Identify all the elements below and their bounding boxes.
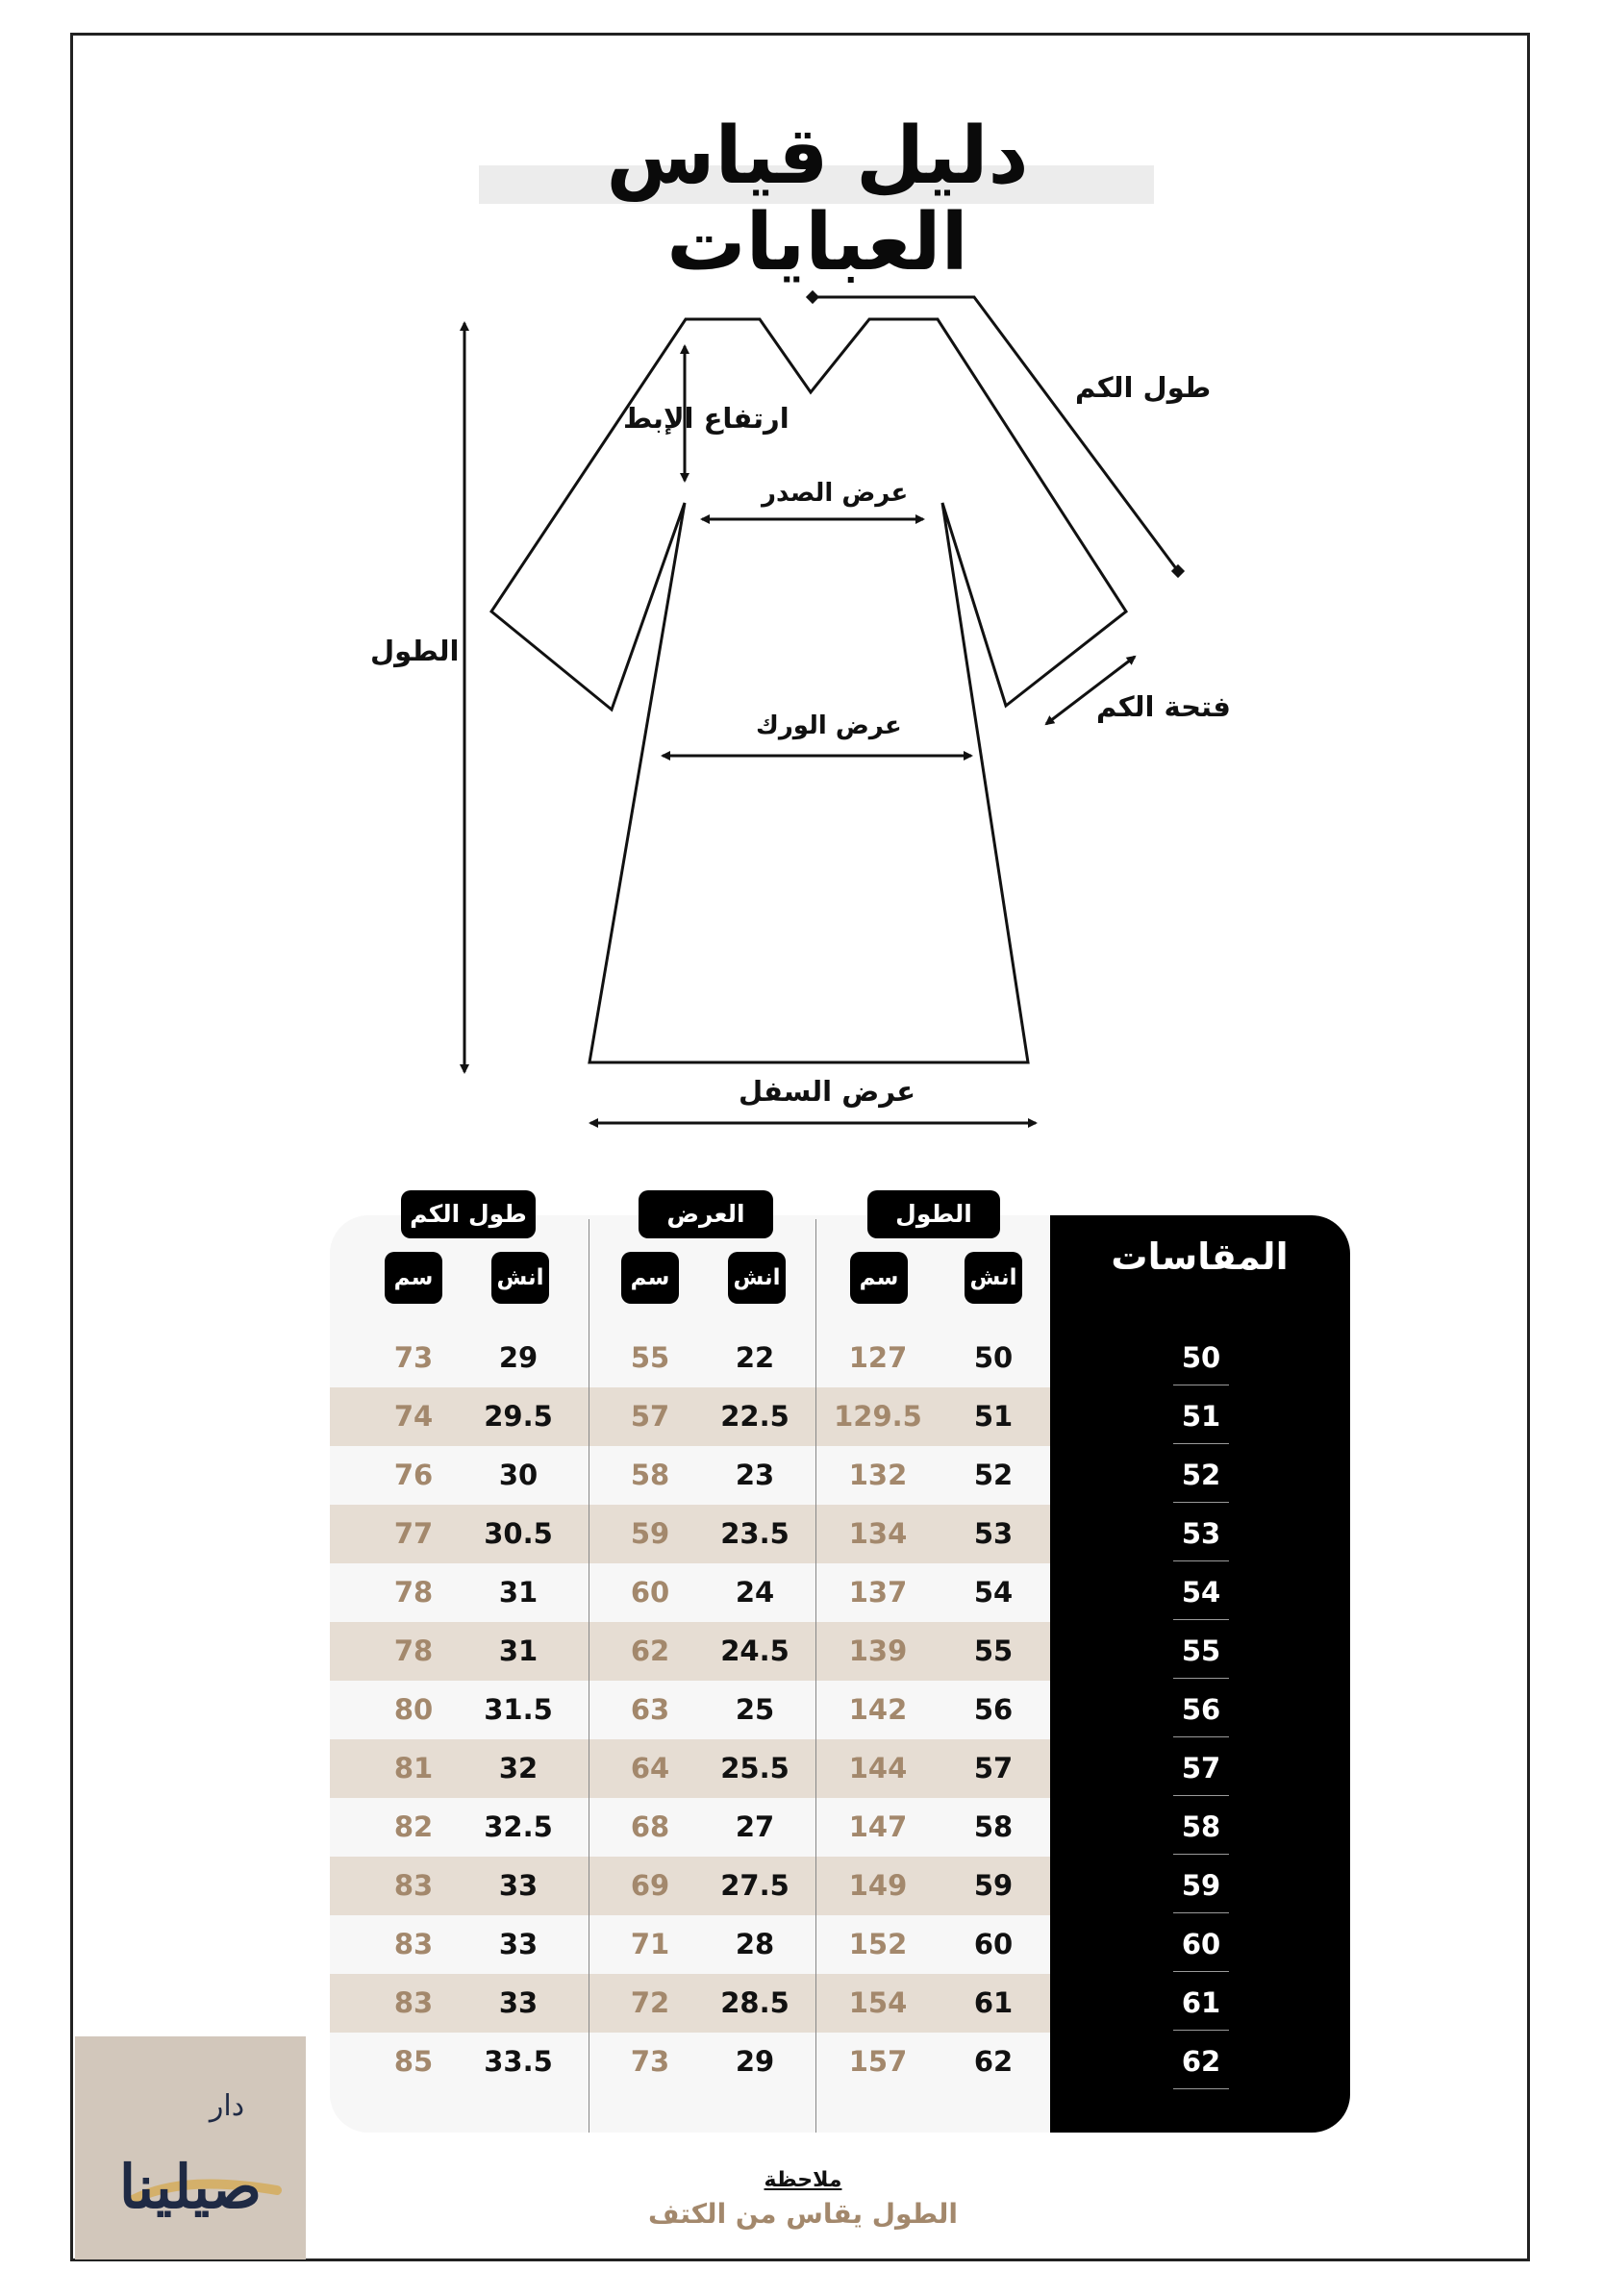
cell-sleeve-cm: 78 (393, 1635, 434, 1667)
logo-text-main: صيلينا (118, 2152, 263, 2222)
page-title: دليل قياس العبايات (606, 111, 1029, 289)
size-underline (1173, 1971, 1229, 1972)
cell-sleeve-in: 30.5 (484, 1517, 553, 1550)
cell-length-cm: 149 (848, 1869, 908, 1902)
cell-sleeve-in: 31 (498, 1576, 539, 1609)
cell-width-cm: 60 (630, 1576, 670, 1609)
size-underline (1173, 2088, 1229, 2089)
label-sleeve-opening: فتحة الكم (1096, 690, 1231, 723)
note-body: الطول يقاس من الكتف (648, 2198, 958, 2230)
cell-length-cm: 132 (848, 1459, 908, 1491)
brand-logo (75, 2036, 306, 2259)
cell-sleeve-cm: 73 (393, 1341, 434, 1374)
size-underline (1173, 1854, 1229, 1855)
logo-text-top: دار (209, 2089, 245, 2123)
sleeve-length-start-dot (806, 290, 819, 304)
size-underline (1173, 1502, 1229, 1503)
size-underline (1173, 1619, 1229, 1620)
cell-sleeve-in: 33 (498, 1928, 539, 1960)
cell-length-cm: 142 (848, 1693, 908, 1726)
cell-sleeve-cm: 80 (393, 1693, 434, 1726)
cell-width-cm: 73 (630, 2045, 670, 2078)
cell-length-cm: 139 (848, 1635, 908, 1667)
size-underline (1173, 1912, 1229, 1913)
cell-size: 59 (1181, 1869, 1221, 1902)
cell-length-cm: 137 (848, 1576, 908, 1609)
cell-sleeve-in: 31.5 (484, 1693, 553, 1726)
cell-sleeve-in: 32 (498, 1752, 539, 1784)
cell-sleeve-cm: 77 (393, 1517, 434, 1550)
size-underline (1173, 1678, 1229, 1679)
unit-cm-sleeve: سم (385, 1252, 442, 1304)
cell-width-in: 28.5 (720, 1986, 789, 2019)
size-underline (1173, 1795, 1229, 1796)
cell-length-in: 62 (973, 2045, 1014, 2078)
cell-sleeve-cm: 83 (393, 1869, 434, 1902)
size-underline (1173, 1443, 1229, 1444)
cell-length-cm: 147 (848, 1810, 908, 1843)
cell-width-cm: 72 (630, 1986, 670, 2019)
cell-width-in: 22 (735, 1341, 775, 1374)
unit-cm-length: سم (850, 1252, 908, 1304)
cell-sleeve-in: 33.5 (484, 2045, 553, 2078)
group-header-length: الطول (867, 1190, 1000, 1238)
cell-size: 50 (1181, 1341, 1221, 1374)
cell-sleeve-in: 33 (498, 1869, 539, 1902)
cell-sleeve-cm: 85 (393, 2045, 434, 2078)
cell-length-cm: 144 (848, 1752, 908, 1784)
cell-width-cm: 69 (630, 1869, 670, 1902)
label-chest-width: عرض الصدر (762, 479, 909, 508)
label-hip-width: عرض الورك (756, 711, 902, 740)
unit-inch-sleeve: انش (491, 1252, 549, 1304)
cell-sleeve-in: 29 (498, 1341, 539, 1374)
cell-width-in: 25.5 (720, 1752, 789, 1784)
label-length: الطول (370, 635, 460, 667)
cell-size: 58 (1181, 1810, 1221, 1843)
cell-size: 61 (1181, 1986, 1221, 2019)
cell-width-in: 24 (735, 1576, 775, 1609)
cell-length-in: 50 (973, 1341, 1014, 1374)
cell-width-in: 22.5 (720, 1400, 789, 1433)
cell-size: 55 (1181, 1635, 1221, 1667)
group-header-width: العرض (639, 1190, 773, 1238)
cell-sleeve-in: 29.5 (484, 1400, 553, 1433)
cell-width-cm: 59 (630, 1517, 670, 1550)
cell-length-in: 54 (973, 1576, 1014, 1609)
unit-inch-width: انش (728, 1252, 786, 1304)
cell-width-cm: 63 (630, 1693, 670, 1726)
cell-width-in: 29 (735, 2045, 775, 2078)
size-underline (1173, 1736, 1229, 1737)
cell-sleeve-cm: 76 (393, 1459, 434, 1491)
cell-length-cm: 129.5 (834, 1400, 922, 1433)
cell-length-in: 51 (973, 1400, 1014, 1433)
cell-sleeve-in: 33 (498, 1986, 539, 2019)
cell-length-in: 60 (973, 1928, 1014, 1960)
cell-length-cm: 157 (848, 2045, 908, 2078)
cell-length-in: 52 (973, 1459, 1014, 1491)
cell-sleeve-cm: 83 (393, 1928, 434, 1960)
size-underline (1173, 1560, 1229, 1561)
cell-sleeve-cm: 78 (393, 1576, 434, 1609)
group-header-sleeve: طول الكم (401, 1190, 536, 1238)
label-sleeve-length: طول الكم (1075, 371, 1212, 404)
cell-width-in: 28 (735, 1928, 775, 1960)
cell-size: 56 (1181, 1693, 1221, 1726)
column-divider (815, 1219, 816, 2133)
abaya-outline (491, 319, 1126, 1062)
sizes-header: المقاسات (1111, 1235, 1289, 1278)
cell-width-cm: 62 (630, 1635, 670, 1667)
note-title: ملاحظة (764, 2168, 842, 2192)
cell-sleeve-cm: 82 (393, 1810, 434, 1843)
cell-length-in: 55 (973, 1635, 1014, 1667)
cell-width-cm: 68 (630, 1810, 670, 1843)
cell-width-cm: 57 (630, 1400, 670, 1433)
cell-sleeve-in: 31 (498, 1635, 539, 1667)
cell-size: 53 (1181, 1517, 1221, 1550)
cell-width-cm: 55 (630, 1341, 670, 1374)
cell-width-cm: 71 (630, 1928, 670, 1960)
cell-length-in: 57 (973, 1752, 1014, 1784)
cell-length-cm: 127 (848, 1341, 908, 1374)
cell-width-in: 27 (735, 1810, 775, 1843)
cell-sleeve-in: 32.5 (484, 1810, 553, 1843)
cell-size: 51 (1181, 1400, 1221, 1433)
cell-width-cm: 64 (630, 1752, 670, 1784)
cell-size: 60 (1181, 1928, 1221, 1960)
cell-width-cm: 58 (630, 1459, 670, 1491)
cell-sleeve-in: 30 (498, 1459, 539, 1491)
label-armpit-height: ارتفاع الإبط (623, 402, 789, 435)
cell-length-in: 59 (973, 1869, 1014, 1902)
cell-length-in: 61 (973, 1986, 1014, 2019)
cell-width-in: 25 (735, 1693, 775, 1726)
unit-cm-width: سم (621, 1252, 679, 1304)
size-underline (1173, 2030, 1229, 2031)
cell-length-cm: 154 (848, 1986, 908, 2019)
cell-sleeve-cm: 81 (393, 1752, 434, 1784)
cell-length-in: 58 (973, 1810, 1014, 1843)
cell-width-in: 23 (735, 1459, 775, 1491)
unit-inch-length: انش (965, 1252, 1022, 1304)
cell-sleeve-cm: 74 (393, 1400, 434, 1433)
cell-sleeve-cm: 83 (393, 1986, 434, 2019)
cell-size: 52 (1181, 1459, 1221, 1491)
cell-size: 54 (1181, 1576, 1221, 1609)
cell-length-in: 56 (973, 1693, 1014, 1726)
cell-width-in: 23.5 (720, 1517, 789, 1550)
brand-logo-mark (75, 2036, 306, 2259)
label-hem-width: عرض السفل (739, 1075, 916, 1108)
cell-size: 57 (1181, 1752, 1221, 1784)
sleeve-length-line (813, 297, 1178, 571)
cell-width-in: 27.5 (720, 1869, 789, 1902)
cell-length-cm: 134 (848, 1517, 908, 1550)
cell-length-cm: 152 (848, 1928, 908, 1960)
cell-length-in: 53 (973, 1517, 1014, 1550)
cell-width-in: 24.5 (720, 1635, 789, 1667)
cell-size: 62 (1181, 2045, 1221, 2078)
